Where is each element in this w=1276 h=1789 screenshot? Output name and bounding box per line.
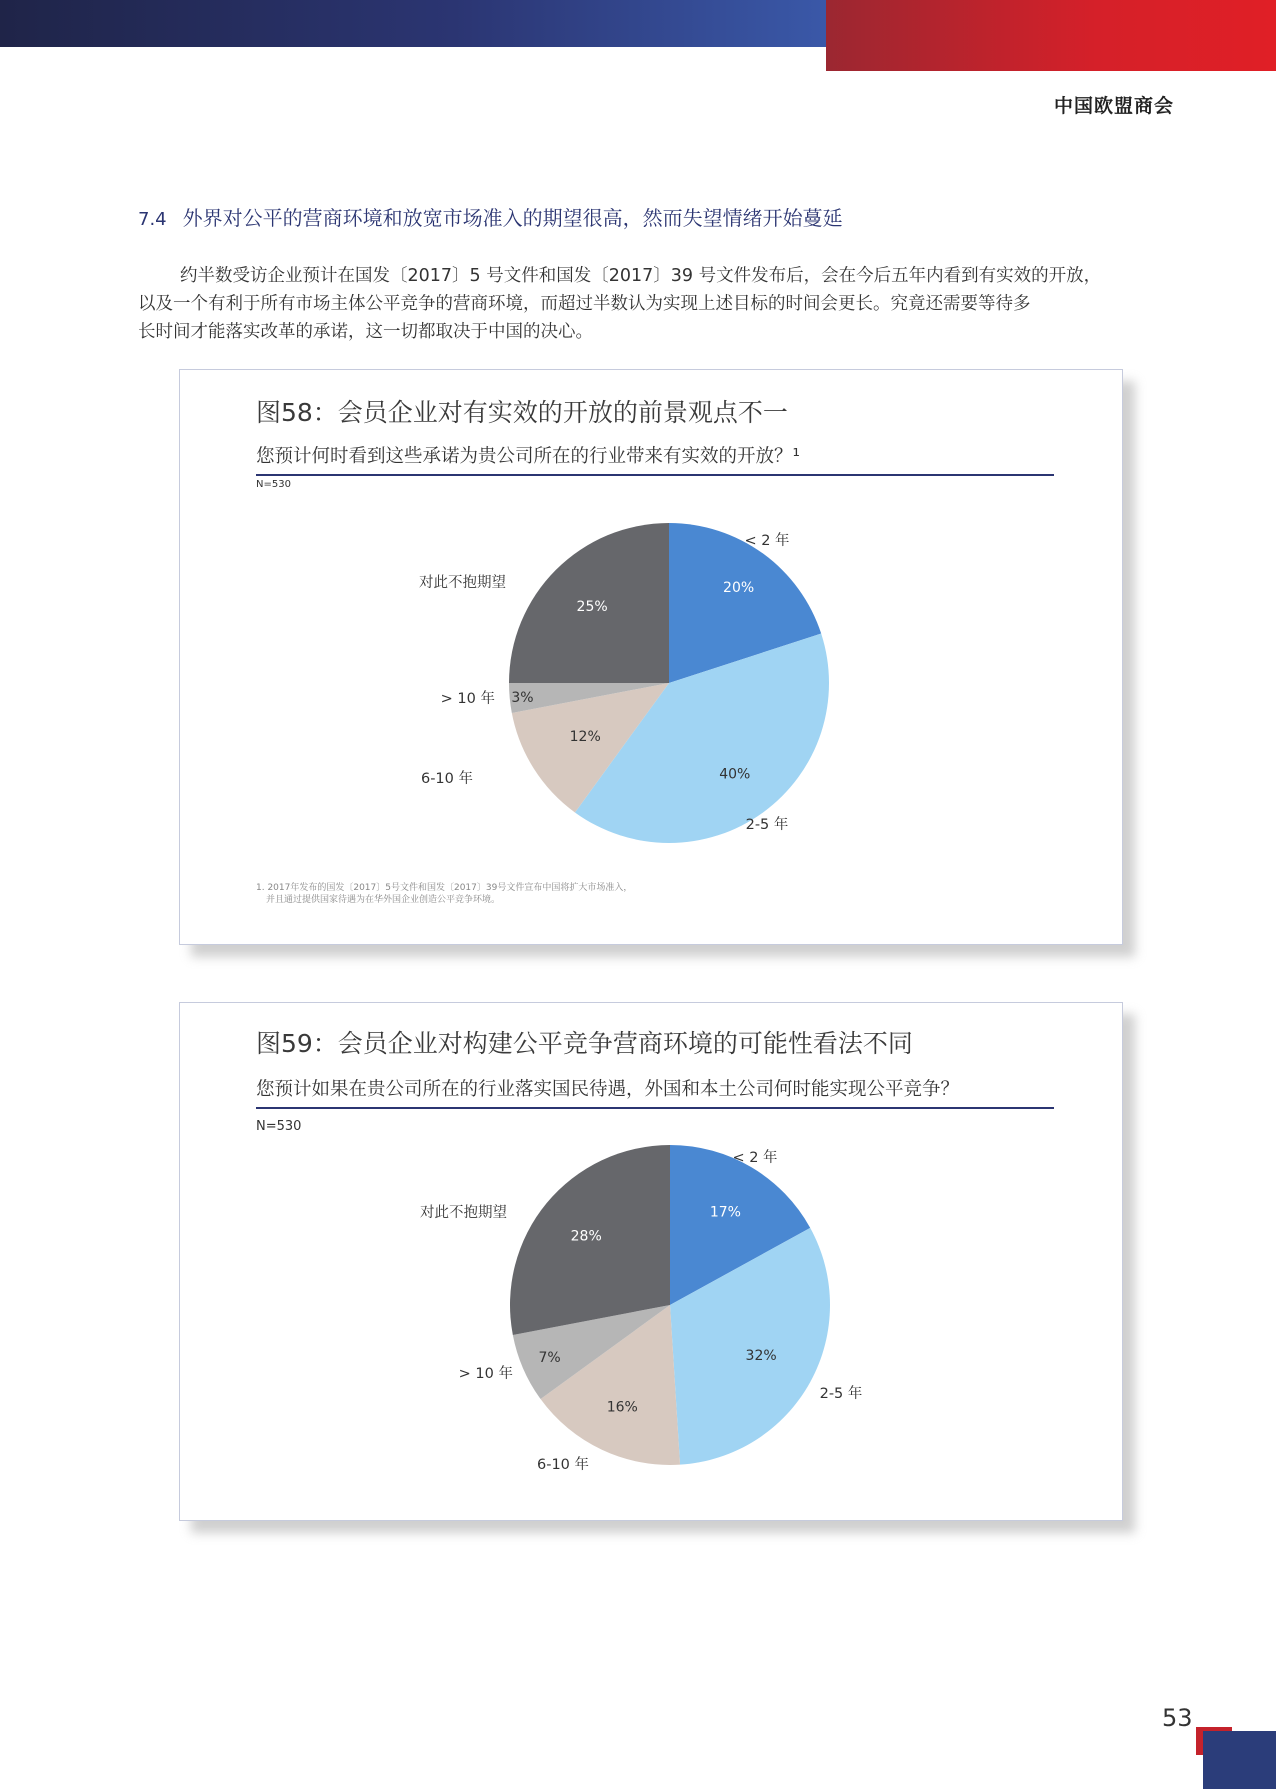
org-name: 中国欧盟商会 <box>1053 95 1174 117</box>
slice-category-label: 2-5 年 <box>819 1386 863 1402</box>
section-number: 7.4 <box>138 209 167 230</box>
figure-question: 您预计如果在贵公司所在的行业落实国民待遇，外国和本土公司何时能实现公平竞争？ <box>256 1075 1054 1109</box>
slice-category-label: < 2 年 <box>732 1150 778 1166</box>
figure-question: 您预计何时看到这些承诺为贵公司所在的行业带来有实效的开放？¹ <box>256 442 1054 476</box>
slice-percent-label: 16% <box>606 1399 638 1416</box>
paragraph-line: 长时间才能落实改革的承诺，这一切都取决于中国的决心。 <box>138 322 593 342</box>
section-title: 外界对公平的营商环境和放宽市场准入的期望很高，然而失望情绪开始蔓延 <box>182 206 843 230</box>
section-heading <box>138 202 843 231</box>
header-band-blue <box>0 0 826 47</box>
slice-category-label: 对此不抱期望 <box>420 1205 507 1221</box>
slice-category-label: 2-5 年 <box>745 817 789 833</box>
paragraph-line: 以及一个有利于所有市场主体公平竞争的营商环境，而超过半数认为实现上述目标的时间会更长。究竟还需要等待多 <box>138 294 1031 314</box>
footnote-line: 1. 2017年发布的国发〔2017〕5号文件和国发〔2017〕39号文件宣布中国将扩大市场准入， <box>256 883 633 893</box>
slice-category-label: < 2 年 <box>744 533 790 549</box>
pie-chart-59 <box>180 1003 1122 1520</box>
slice-category-label: > 10 年 <box>458 1366 513 1382</box>
header-band-red <box>826 0 1276 71</box>
slice-category-label: 6-10 年 <box>536 1457 590 1473</box>
paragraph-line: 约半数受访企业预计在国发〔2017〕5 号文件和国发〔2017〕39 号文件发布后，会在今后五年内看到有实效的开放， <box>180 266 1102 286</box>
pie-chart-58 <box>180 370 1122 944</box>
figure-footnote <box>256 882 632 906</box>
slice-percent-label: 25% <box>576 599 608 616</box>
figure-title: 图58：会员企业对有实效的开放的前景观点不一 <box>256 398 788 427</box>
sample-size: N=530 <box>256 1119 302 1134</box>
figure-title: 图59：会员企业对构建公平竞争营商环境的可能性看法不同 <box>256 1029 913 1058</box>
corner-accent-blue <box>1203 1731 1276 1789</box>
page-number: 53 <box>1162 1704 1193 1732</box>
slice-percent-label: 40% <box>719 766 751 783</box>
slice-percent-label: 28% <box>570 1228 602 1245</box>
body-paragraph <box>138 262 1168 346</box>
figure-58 <box>179 369 1123 945</box>
slice-percent-label: 12% <box>569 729 601 746</box>
slice-category-label: 对此不抱期望 <box>419 575 506 591</box>
slice-percent-label: 17% <box>709 1204 741 1221</box>
slice-percent-label: 3% <box>511 689 534 706</box>
sample-size: N=530 <box>256 479 291 490</box>
footnote-line: 并且通过提供国家待遇为在华外国企业创造公平竞争环境。 <box>266 895 501 905</box>
slice-category-label: > 10 年 <box>440 691 495 707</box>
slice-percent-label: 20% <box>723 580 755 597</box>
slice-percent-label: 32% <box>745 1348 777 1365</box>
figure-59 <box>179 1002 1123 1521</box>
slice-category-label: 6-10 年 <box>420 771 473 787</box>
slice-percent-label: 7% <box>538 1350 561 1367</box>
